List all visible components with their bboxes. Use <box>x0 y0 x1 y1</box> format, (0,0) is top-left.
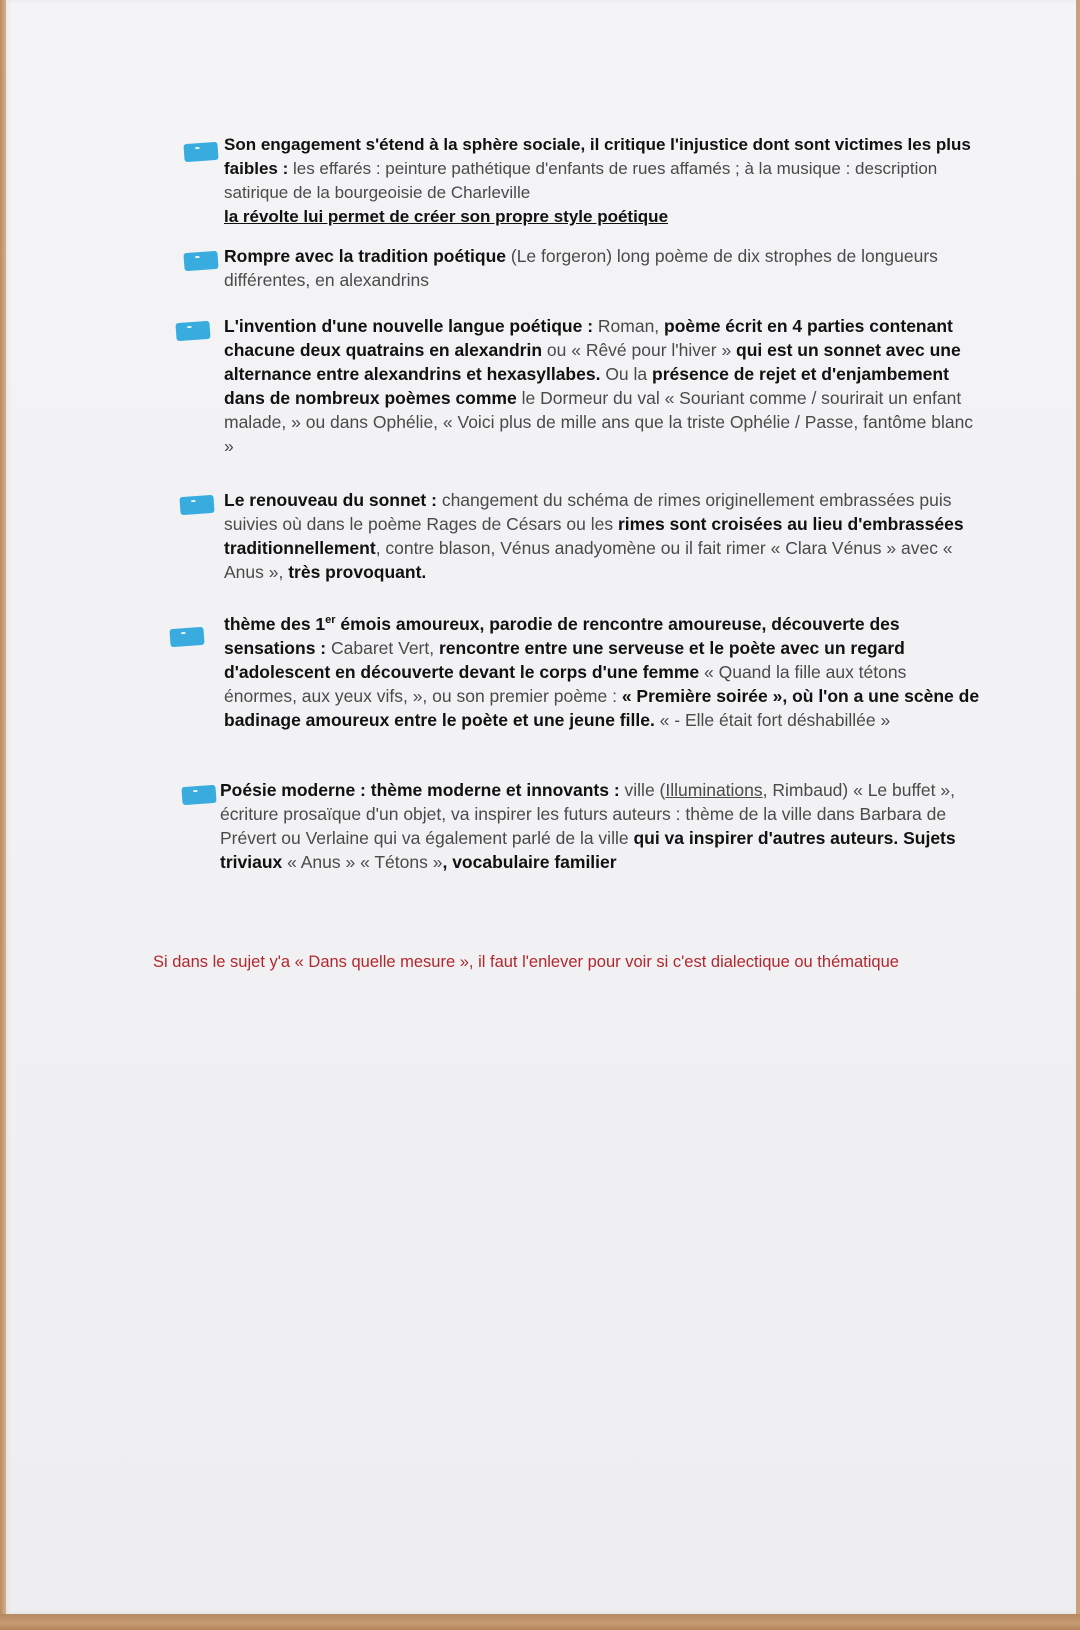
illuminations-link-text: Illuminations <box>665 780 763 800</box>
bold-text: Poésie moderne : thème moderne et innovants : <box>220 780 620 800</box>
body-text: « - Elle était fort déshabillée » <box>654 709 891 730</box>
bold-text: « Première soirée », où l'on a une scène de badinage amoureux entre le poète et une jeune fille. <box>224 685 980 730</box>
highlighter-bullet-icon <box>183 251 218 271</box>
bold-text: présence de rejet et d'enjambement dans de nombreux poèmes comme <box>224 364 949 408</box>
body-text: ville ( <box>619 780 666 800</box>
highlighter-bullet-icon <box>181 785 216 805</box>
body-text: Roman, <box>593 316 665 336</box>
body-text: le Dormeur du val « Souriant comme / sourirait un enfant malade, » ou dans Ophélie, « Voici plus de mille ans que la triste Ophélie / Passe, fantôme blanc » <box>224 388 974 456</box>
paragraph-engagement <box>224 133 984 205</box>
section-tradition <box>224 244 984 292</box>
paper-edge-bottom <box>0 1614 1080 1630</box>
bold-text: qui est un sonnet avec une alternance entre alexandrins et hexasyllabes. <box>224 340 961 384</box>
body-text: « Quand la fille aux tétons énormes, aux yeux vifs, », ou son premier poème : <box>224 661 907 706</box>
body-text: les effarés : peinture pathétique d'enfants de rues affamés ; à la musique : description satirique de la bourgeoisie de Charleville <box>224 159 938 202</box>
bold-text: Rompre avec la tradition poétique <box>224 246 506 266</box>
bold-text: émois amoureux, parodie de rencontre amoureuse, découverte des sensations : <box>224 613 900 658</box>
highlighter-bullet-icon <box>169 627 204 647</box>
body-text: Cabaret Vert, <box>326 637 439 658</box>
bold-text: L'invention d'une nouvelle langue poétique : <box>224 316 594 336</box>
body-text: Ou la <box>600 364 653 384</box>
bold-text: , vocabulaire familier <box>442 852 617 872</box>
section-emois-amoureux <box>224 608 984 732</box>
body-text: , contre blason, Vénus anadyomène ou il fait rimer « Clara Vénus » avec « Anus », <box>224 538 953 582</box>
body-text: , Rimbaud) « Le buffet », écriture prosaïque d'un objet, va inspirer les futurs auteurs : thème de la ville dans Barbara de Prévert ou Verlaine qui va également parlé de la ville <box>220 780 955 848</box>
section-poesie-moderne <box>220 778 980 874</box>
highlighter-bullet-icon <box>175 321 210 341</box>
body-text: ou « Rêvé pour l'hiver » <box>542 340 737 360</box>
section-nouvelle-langue <box>224 314 984 458</box>
superscript: er <box>325 614 336 626</box>
highlighter-bullet-icon <box>179 495 214 515</box>
section-renouveau-sonnet <box>224 488 984 584</box>
body-text: changement du schéma de rimes originellement embrassées puis suivies où dans le poème Rages de Césars ou les <box>224 490 952 534</box>
bold-text: poème écrit en 4 parties contenant chacune deux quatrains en alexandrin <box>224 316 953 360</box>
bold-text: thème des 1 <box>224 613 326 634</box>
body-text: « Anus » « Tétons » <box>282 852 443 872</box>
paper-sheet <box>6 0 1076 1614</box>
bold-text: qui va inspirer d'autres auteurs. Sujets triviaux <box>220 828 956 872</box>
bold-text: Le renouveau du sonnet : <box>224 490 437 510</box>
bold-text: rencontre entre une serveuse et le poète avec un regard d'adolescent en découverte devant le corps d'une femme <box>224 637 905 682</box>
methodology-note: Si dans le sujet y'a « Dans quelle mesure », il faut l'enlever pour voir si c'est dialectique ou thématique <box>153 953 899 971</box>
body-text: (Le forgeron) long poème de dix strophes de longueurs différentes, en alexandrins <box>224 246 938 290</box>
bold-text: Son engagement s'étend à la sphère sociale, il critique l'injustice dont sont victimes les plus faibles : <box>224 135 971 178</box>
bold-text: très provoquant. <box>288 562 427 582</box>
bold-text: rimes sont croisées au lieu d'embrassées traditionnellement <box>224 514 964 558</box>
underlined-heading: la révolte lui permet de créer son propre style poétique <box>224 207 669 226</box>
section-engagement <box>224 133 984 229</box>
highlighter-bullet-icon <box>183 142 218 162</box>
